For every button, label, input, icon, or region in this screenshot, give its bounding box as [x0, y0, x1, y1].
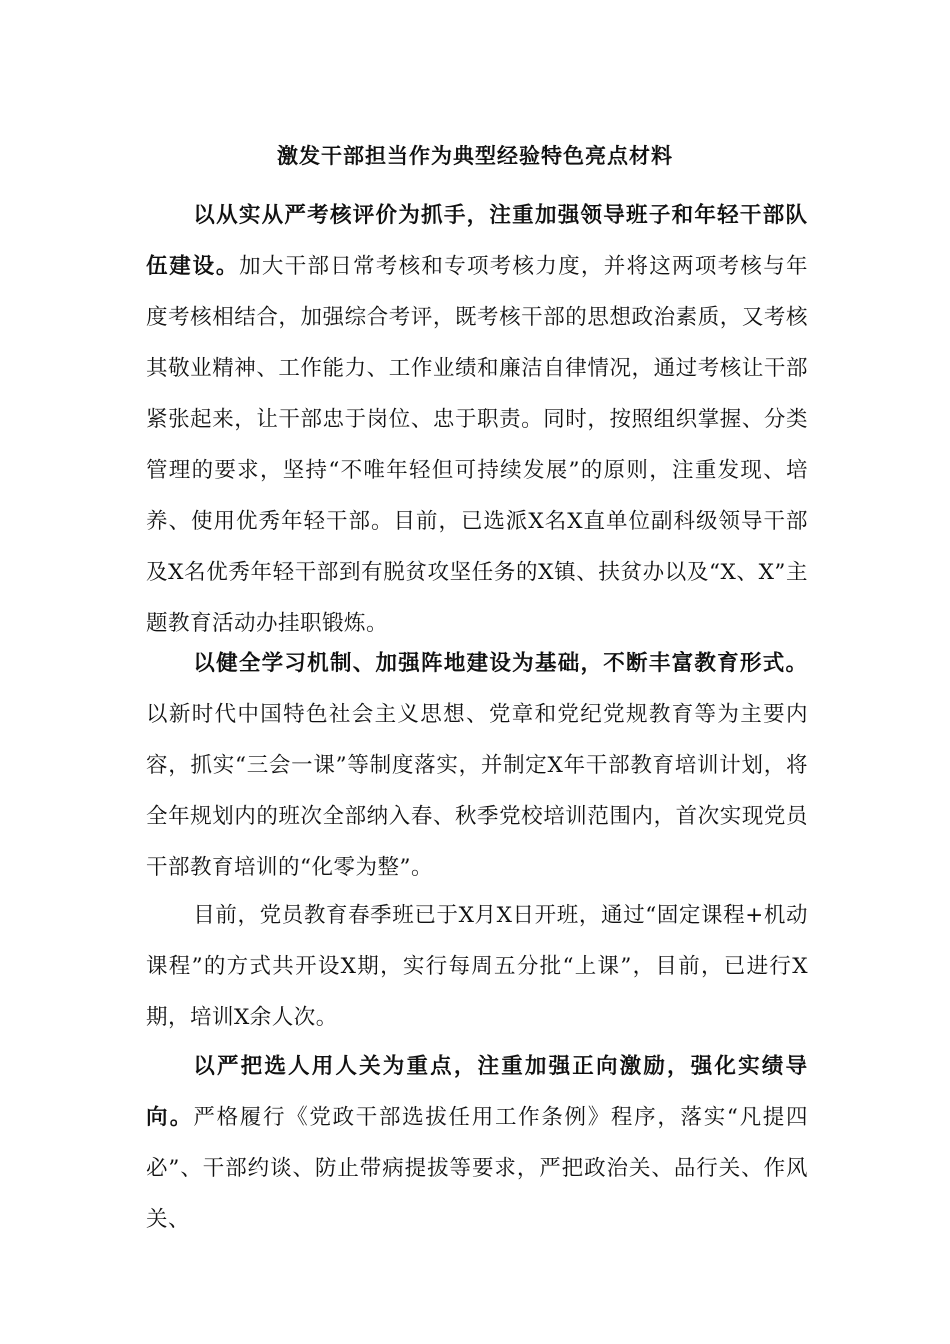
paragraph-body: 加大干部日常考核和专项考核力度，并将这两项考核与年度考核相结合，加强综合考评，既考核干部的思想政治素质，又考核其敬业精神、工作能力、工作业绩和廉洁自律情况，通过考核让干部紧张起来，让干部忠于岗位、忠于职责。同时，按照组织掌握、分类管理的要求，坚持“不唯年轻但可持续发展”的原则，注重发现、培养、使用优秀年轻干部。目前，已选派X名X直单位副科级领导干部及X名优秀年轻干部到有脱贫攻坚任务的X镇、扶贫办以及“X、X”主题教育活动办挂职锻炼。 — [146, 254, 808, 636]
paragraph-assessment — [146, 190, 808, 649]
paragraph-body: 严格履行《党政干部选拔任用工作条例》程序，落实“凡提四必”、干部约谈、防止带病提拔等要求，严把政治关、品行关、作风关、 — [146, 1105, 808, 1232]
paragraph-learning — [146, 638, 808, 893]
paragraph-body: 目前，党员教育春季班已于X月X日开班，通过“固定课程+机动课程”的方式共开设X期，实行每周五分批“上课”，目前，已进行X期，培训X余人次。 — [146, 903, 808, 1030]
paragraph-lead: 以健全学习机制、加强阵地建设为基础，不断丰富教育形式。 — [193, 651, 808, 676]
paragraph-lead: 以严把选人用人关为重点，注重加强正向激励，强化实绩导向。 — [146, 1054, 808, 1130]
paragraph-selection — [146, 1041, 808, 1245]
document-title: 激发干部担当作为典型经验特色亮点材料 — [277, 144, 673, 168]
paragraph-training-progress — [146, 890, 808, 1043]
paragraph-body: 以新时代中国特色社会主义思想、党章和党纪党规教育等为主要内容，抓实“三会一课”等制度落实，并制定X年干部教育培训计划，将全年规划内的班次全部纳入春、秋季党校培训范围内，首次实现党员干部教育培训的“化零为整”。 — [146, 702, 808, 880]
paragraph-lead: 以从实从严考核评价为抓手，注重加强领导班子和年轻干部队伍建设。 — [146, 203, 808, 279]
